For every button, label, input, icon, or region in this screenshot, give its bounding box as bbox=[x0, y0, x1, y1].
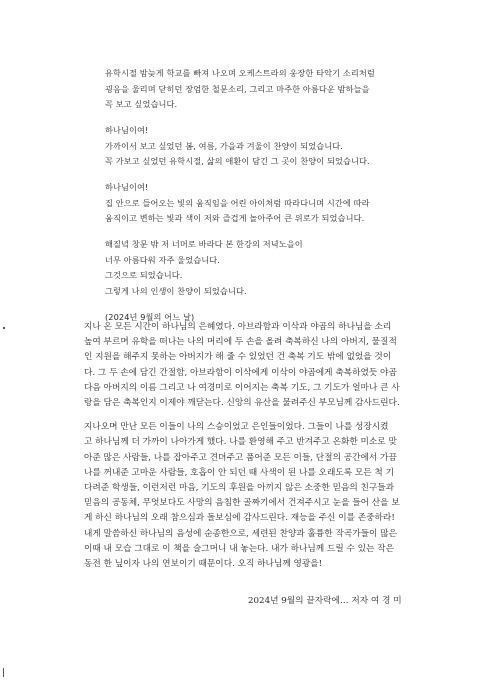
prose-line: 동전 한 닢이자 나의 연보이기 때문이다. 오직 하나님께 영광을! bbox=[84, 559, 323, 570]
poem-stanza bbox=[105, 237, 445, 299]
prose-line: 고 하나님께 더 가까이 나아가게 했다. 나를 환영해 주고 반겨주고 온화한 미소로 맞 bbox=[84, 437, 397, 448]
prose-line: 랑을 담은 축복인지 이제야 깨닫는다. 신앙의 유산을 물려주신 부모님께 감사드린다. bbox=[84, 398, 400, 409]
poem-line: 집 안으로 들어오는 빛의 움직임을 어린 아이처럼 따라다니며 시간에 따라 bbox=[105, 197, 370, 208]
poem-line: 꼭 가보고 싶었던 유학시절, 삶의 애환이 담긴 그 곳이 찬양이 되었습니다. bbox=[105, 156, 370, 166]
prose-paragraph bbox=[84, 420, 468, 572]
prose-line: 다려준 학생들, 이런저런 마음, 기도의 후원을 아끼지 않은 소중한 믿음의 친구들과 bbox=[84, 483, 395, 494]
prose-line: 게 하신 하나님의 오래 참으심과 돌보심에 감사드린다. 재능을 주신 이를 존중하라! bbox=[84, 513, 395, 524]
margin-mark bbox=[3, 327, 5, 329]
prose-line: 높여 부르며 유학을 떠나는 나의 머리에 두 손을 올려 축복하신 나의 아버지, 물질적 bbox=[84, 337, 397, 348]
prose-line: 나를 꺼내준 고마운 사람들, 호흡이 안 되던 때 사색이 된 나를 오래도록 모든 척 기 bbox=[84, 467, 394, 478]
poem-line: 굉음을 울리며 닫히던 장엄한 철문소리, 그리고 마주한 아름다운 밤하늘을 bbox=[105, 83, 370, 94]
poem-date: (2024년 9월의 어느 날) bbox=[105, 311, 195, 322]
prose-paragraph bbox=[84, 320, 468, 411]
prose-line: 내게 말씀하신 하나님의 음성에 순종한으로, 세련된 찬양과 훌륭한 작곡가들이 많은 bbox=[84, 528, 397, 539]
prose-line: 다음 아버지의 이름 그리고 나 여경미로 이어지는 축복 기도, 그 기도가 얼마나 큰 사 bbox=[84, 382, 400, 393]
poem-line: 너무 아름다워 자주 울었습니다. bbox=[105, 254, 220, 265]
poem-line: 그렇게 나의 인생이 찬양이 되었습니다. bbox=[105, 285, 247, 296]
prose-line: 인 지원을 해주지 못하는 아버지가 해 줄 수 있었던 건 축복 기도 밖에 없었을 것이 bbox=[84, 352, 392, 363]
poem-section bbox=[105, 66, 445, 325]
prose-line: 지나오며 만난 모든 이들이 나의 스승이었고 은인들이었다. 그들이 나를 성장시켰 bbox=[84, 422, 389, 433]
poem-line: 하나님이여! bbox=[105, 182, 149, 192]
prose-line: 이때 내 모습 그대로 이 책을 슬그머니 내 놓는다. 내가 하나님께 드릴 수 있는 작은 bbox=[84, 543, 394, 554]
prose-line: 다. 그 두 손에 담긴 간절함, 아브라함이 이삭에게 이삭이 야곱에게 축복하였듯 야곱 bbox=[84, 367, 397, 378]
poem-line: 가까이서 보고 싶었던 봄, 여름, 가을과 겨울이 찬양이 되었습니다. bbox=[105, 140, 343, 151]
poem-stanza bbox=[105, 180, 445, 227]
poem-line: 하나님이여! bbox=[105, 125, 149, 135]
prose-line: 아준 많은 사람들, 나를 잡아주고 견뎌주고 품어준 모든 이들, 단절의 공간에서 가끔 bbox=[84, 452, 397, 463]
author-signature: 2024년 9월의 끝자락에… 저자 여 경 미 bbox=[248, 596, 402, 606]
margin-mark bbox=[3, 668, 4, 677]
poem-line: 해질녘 창문 밖 저 너머로 바라다 본 한강의 저녁노을이 bbox=[105, 239, 303, 249]
prose-line: 지나 온 모든 시간이 하나님의 은혜였다. 아브라함과 이삭과 야곱의 하나님을 소리 bbox=[84, 322, 392, 332]
poem-line: 유학시절 밤늦게 학교를 빠져 나오며 오케스트라의 웅장한 타악기 소리처럼 bbox=[105, 68, 375, 78]
prose-line: 믿음의 공동체, 무엇보다도 사망의 음침한 골짜기에서 건져주시고 눈을 들어 산을 보 bbox=[84, 498, 400, 509]
poem-stanza bbox=[105, 66, 445, 113]
prose-section bbox=[84, 320, 468, 572]
poem-stanza bbox=[105, 123, 445, 170]
poem-line: 그것으로 되었습니다. bbox=[105, 270, 183, 280]
poem-line: 꼭 보고 싶었습니다. bbox=[105, 99, 178, 109]
poem-line: 움직이고 변하는 빛과 색이 저와 즐겁게 놀아주어 큰 위로가 되었습니다. bbox=[105, 213, 365, 223]
